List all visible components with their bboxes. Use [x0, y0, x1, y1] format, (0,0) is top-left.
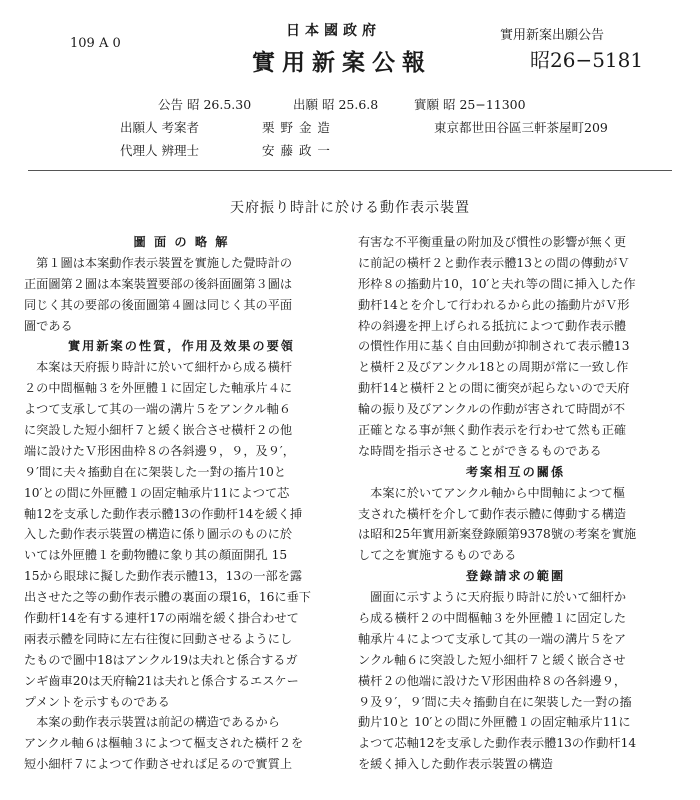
text-line: 動片10と 10′との間に外匣體１の固定軸承片11に	[358, 715, 631, 730]
text-line: ９′間に夫々搐動自在に架裝した一對の搐片10と	[24, 464, 287, 479]
text-line: 正面圖第２圖は本案裝置要部の後斜面圖第３圖は	[24, 276, 293, 291]
text-line: 圖である	[24, 318, 73, 333]
text-line: いては外匣體１を動物體に象り其の顏面開孔 15	[24, 548, 288, 563]
text-line: 出させた之等の動作表示體の裏面の環16，16に垂下	[24, 590, 311, 605]
text-line: ンギ齒車20は天府輪21は夫れと係合するエスケー	[24, 673, 299, 688]
text-line: は昭和25年實用新案登錄願第9378號の考案を實施	[358, 527, 637, 542]
text-line: 本案は天府振り時計に於いて細杆から成る橫杆	[24, 360, 293, 375]
text-line: 端に設けたＶ形困曲枠８の各斜邊９，９，及９′，	[24, 443, 295, 458]
text-line: 本案に於いてアンクル軸から中間軸によつて樞	[358, 485, 626, 500]
text-line: ら成る橫杆２の中間樞軸３を外匣體１に固定した	[358, 611, 627, 626]
text-line: 軸12を支承した動作表示體13の作動杆14を緩く挿	[24, 506, 303, 521]
text-line: 本案の動作表示裝置は前記の構造であるから	[24, 715, 280, 730]
classification-code: 109 A 0	[70, 36, 121, 51]
publication-date: 公告 昭 26.5.30	[158, 97, 252, 112]
text-line: に前記の橫杆２と動作表示體13との間の傳動がＶ	[358, 255, 630, 270]
text-line: 10′との間に外匣體１の固定軸承片11によつて芯	[24, 485, 290, 500]
section-heading: 實用新案の性質，作用及效果の要領	[68, 339, 295, 354]
text-line: 枠の斜邊を押上げられる抵抗によつて動作表示體	[358, 318, 627, 333]
text-line: 圖面に示すように天府振り時計に於いて細杆か	[358, 590, 627, 605]
text-line: 動杆14と橫杆２との間に衝突が起らないので天府	[358, 381, 630, 396]
text-line: な時間を指示させることができるものである	[358, 443, 602, 458]
agent-role: 代理人 辨理士	[120, 143, 199, 158]
text-line: ２の中間樞軸３を外匣體１に固定した軸承片４に	[24, 381, 293, 396]
text-line: 正確となる事が無く動作表示を行わせて然も正確	[358, 423, 627, 438]
section-heading: 圖 面 の 略 解	[133, 235, 230, 249]
applicant-address: 東京都世田谷區三軒茶屋町209	[434, 120, 608, 135]
text-line: の慣性作用に基く自由回動が抑制されて表示體13	[358, 339, 630, 354]
text-line: よつて芯軸12を支承した動作表示體13の作動杆14	[358, 736, 637, 751]
application-date: 出願 昭 25.6.8	[293, 97, 379, 112]
text-line: 軸承片４によつて支承して其の一端の溝片５をア	[358, 631, 627, 646]
text-line: ンクル軸６に突設した短小細杆７と緩く嵌合させ	[358, 652, 626, 667]
text-line: 形枠８の搐動片10，10′と夫れ等の間に挿入した作	[358, 276, 636, 291]
publication-number: 昭26−5181	[530, 48, 644, 72]
gazette-title: 實用新案公報	[252, 49, 432, 76]
text-line: プメントを示すものである	[24, 694, 170, 709]
applicant-name: 栗 野 金 造	[262, 120, 331, 135]
section-heading: 登錄請求の範圍	[465, 569, 566, 584]
text-line: 15から眼球に擬した動作表示體13，13の一部を露	[24, 569, 303, 584]
document-title: 天府振り時計に於ける動作表示裝置	[230, 200, 470, 216]
text-line: 輪の振り及びアンクルの作動が害されて時間が不	[358, 402, 626, 417]
application-number: 實願 昭 25−11300	[414, 97, 526, 112]
text-line: ９及９′，９′間に夫々搐動自在に架裝した一對の搐	[358, 694, 632, 709]
text-line: 兩表示體を同時に左右往復に回動させるようにし	[24, 631, 293, 646]
right-column	[358, 232, 673, 775]
government-name: 日本國政府	[286, 23, 381, 39]
text-line: 有害な不平衡重量の附加及び慣性の影響が無く更	[358, 235, 627, 249]
text-line: 短小細杆７によつて作動させれば足るので實質上	[24, 757, 293, 772]
applicant-role: 出願人 考案者	[120, 120, 199, 135]
text-line: に突設した短小細杆７と緩く嵌合させ橫杆２の他	[24, 423, 293, 438]
text-line: と橫杆２及びアンクル18との周期が常に一致し作	[358, 360, 629, 375]
text-line: を緩く挿入した動作表示裝置の構造	[358, 757, 553, 772]
text-line: 第１圖は本案動作表示裝置を實施した覺時計の	[24, 255, 293, 270]
text-line: 橫杆２の他端に設けたＶ形困曲枠８の各斜邊９，	[358, 673, 627, 688]
text-line: アンクル軸６は樞軸３によつて樞支された橫杆２を	[24, 736, 304, 751]
text-line: 入した動作表示裝置の構造に係り圖示のものに於	[24, 527, 293, 542]
gazette-kind: 實用新案出願公告	[500, 28, 605, 43]
text-line: よつて支承して其の一端の溝片５をアンクル軸６	[24, 402, 292, 417]
text-line: 同じく其の要部の後面圖第４圖は同じく其の平面	[24, 297, 293, 312]
section-heading: 考案相互の關係	[465, 464, 566, 479]
agent-name: 安 藤 政 一	[262, 143, 331, 158]
text-line: 作動杆14を有する連杆17の兩端を緩く掛合わせて	[24, 611, 299, 626]
header-divider	[28, 170, 672, 171]
text-line: たもので圖中18はアンクル19は夫れと係合するガ	[24, 652, 298, 667]
text-line: 動杆14とを介して行われるから此の搐動片がＶ形	[358, 297, 630, 312]
text-line: して之を實施するものである	[358, 548, 517, 563]
text-line: 支された橫杆を介して動作表示體に傳動する構造	[358, 506, 627, 521]
left-column	[24, 232, 339, 775]
